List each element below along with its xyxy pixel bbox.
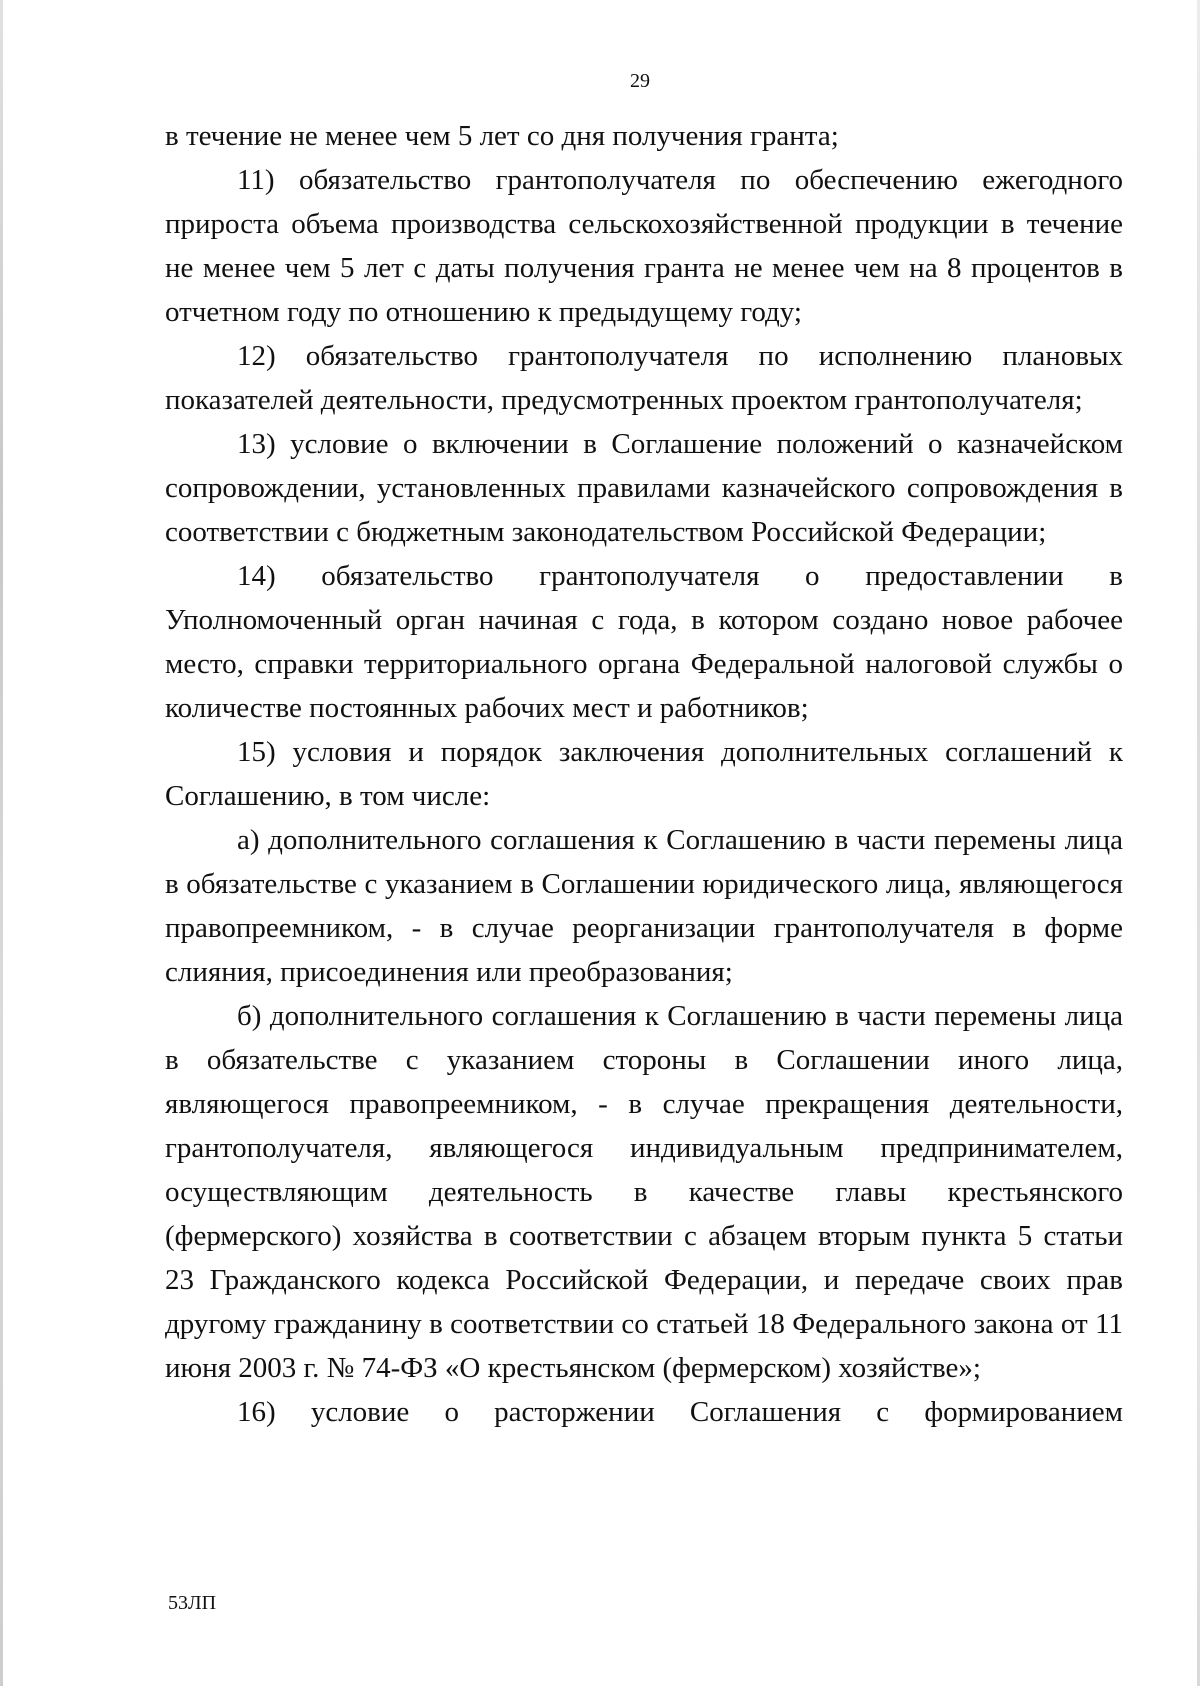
paragraph: 13) условие о включении в Соглашение положений о казначейском сопровождении, установленных правилами казначейского сопровождения в соответствии с бюджетным законодательством Российской Федерации; bbox=[165, 428, 1123, 548]
paragraph: 16) условие о расторжении Соглашения с формированием bbox=[237, 1396, 1123, 1428]
page-number: 29 bbox=[630, 70, 650, 92]
document-code: 53ЛП bbox=[168, 1592, 217, 1614]
paragraph: б) дополнительного соглашения к Соглашению в части перемены лица в обязательстве с указанием стороны в Соглашении иного лица, являющегося правопреемником, - в случае прекращения деятельности, грантополучателя, являющегося индивидуальным предпринимателем, осуществляющим деятельность в качестве главы крестьянского (фермерского) хозяйства в соответствии с абзацем вторым пункта 5 статьи 23 Гражданского кодекса Российской Федерации, и передаче своих прав другому гражданину в соответствии со статьей 18 Федерального закона от 11 июня 2003 г. № 74-ФЗ «О крестьянском (фермерском) хозяйстве»; bbox=[165, 1000, 1123, 1384]
paragraph: 15) условия и порядок заключения дополнительных соглашений к Соглашению, в том числе: bbox=[165, 736, 1123, 812]
paragraph: а) дополнительного соглашения к Соглашению в части перемены лица в обязательстве с указанием в Соглашении юридического лица, являющегося правопреемником, - в случае реорганизации грантополучателя в форме слияния, присоединения или преобразования; bbox=[165, 824, 1123, 988]
paragraph: в течение не менее чем 5 лет со дня получения гранта; bbox=[165, 120, 839, 152]
document-body bbox=[165, 114, 1123, 1434]
scan-edge-left bbox=[0, 0, 3, 1686]
paragraph: 14) обязательство грантополучателя о предоставлении в Уполномоченный орган начиная с года, в котором создано новое рабочее место, справки территориального органа Федеральной налоговой службы о количестве постоянных рабочих мест и работников; bbox=[165, 560, 1123, 724]
paragraph: 12) обязательство грантополучателя по исполнению плановых показателей деятельности, предусмотренных проектом грантополучателя; bbox=[165, 340, 1123, 416]
paragraph: 11) обязательство грантополучателя по обеспечению ежегодного прироста объема производства сельскохозяйственной продукции в течение не менее чем 5 лет с даты получения гранта не менее чем на 8 процентов в отчетном году по отношению к предыдущему году; bbox=[165, 164, 1123, 328]
